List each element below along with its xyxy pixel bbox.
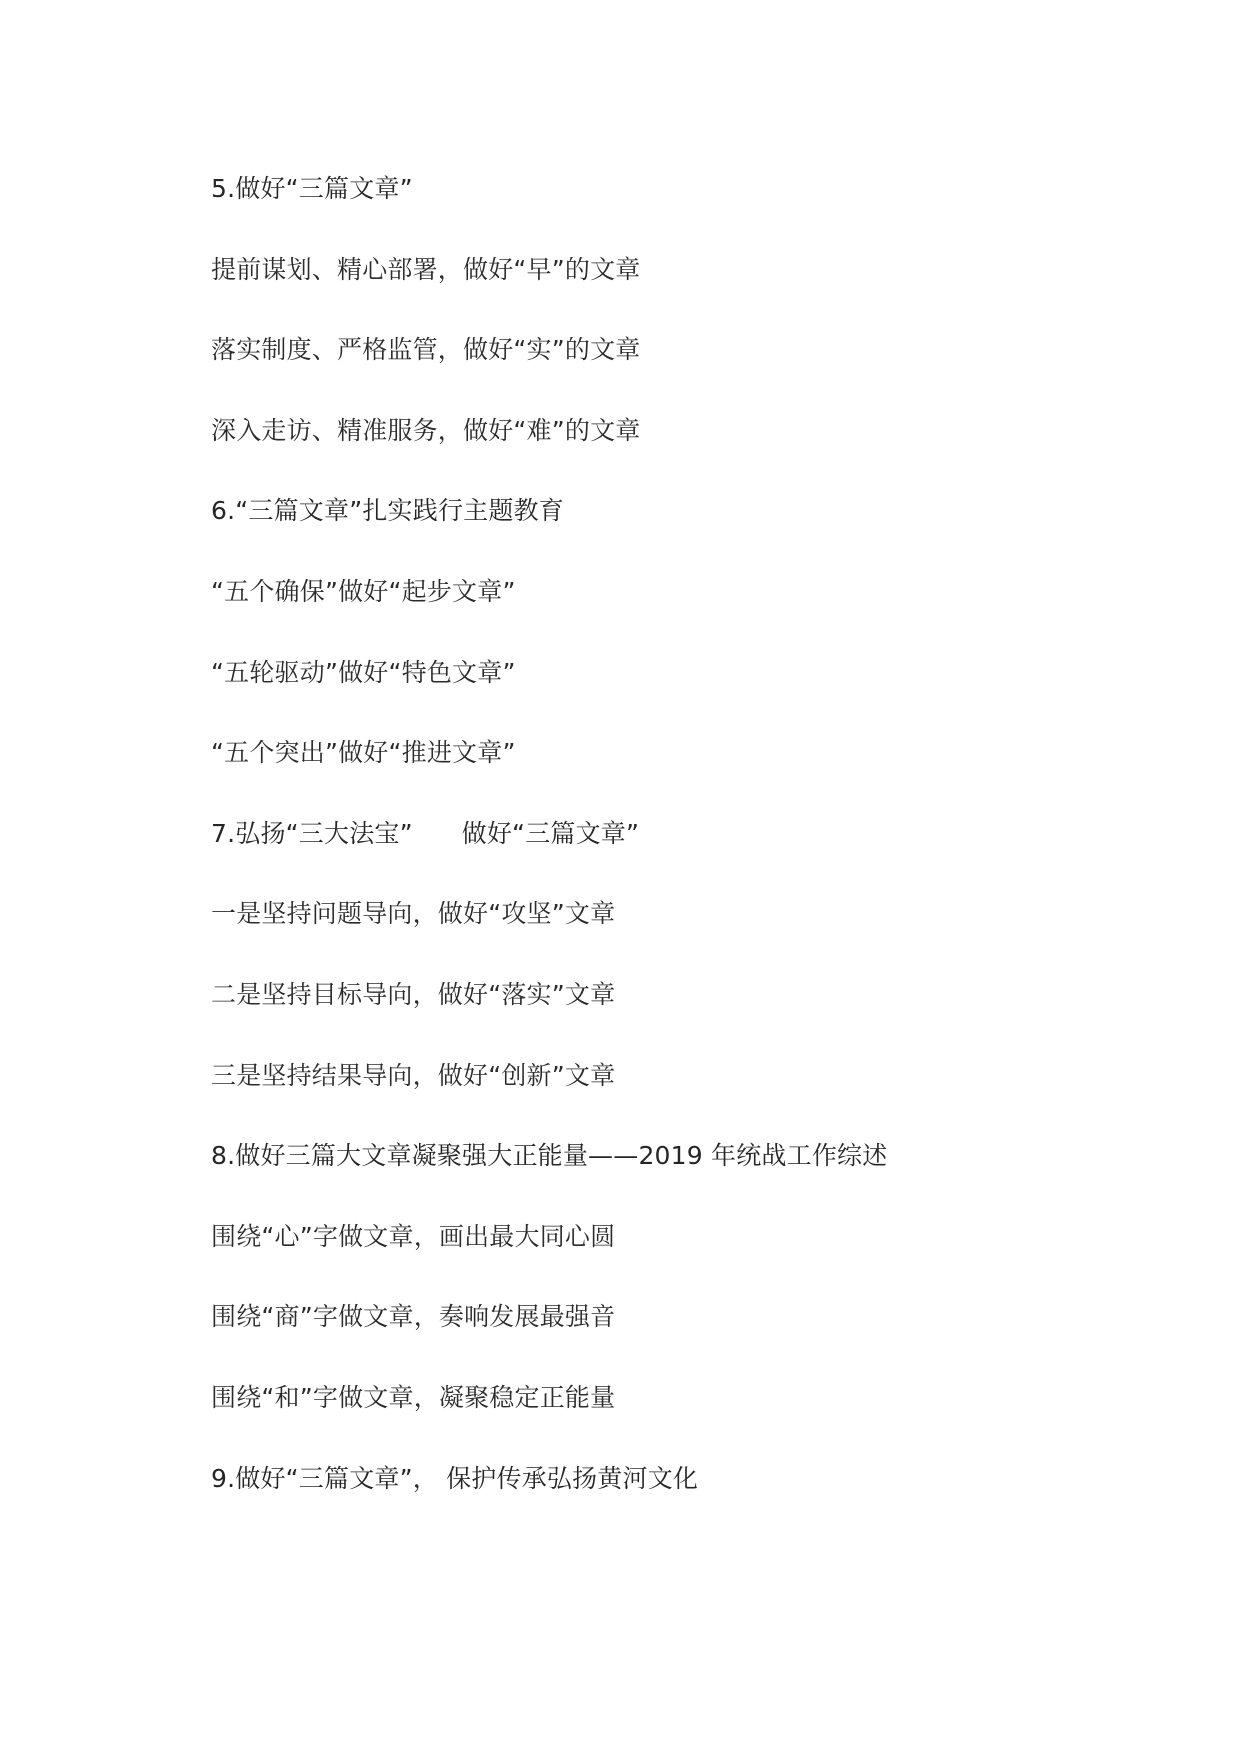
- heading-6: 6.“三篇文章”扎实践行主题教育: [211, 496, 564, 526]
- list-item: 围绕“商”字做文章，奏响发展最强音: [211, 1302, 616, 1332]
- heading-7: 7.弘扬“三大法宝” 做好“三篇文章”: [211, 818, 640, 848]
- list-item: 一是坚持问题导向，做好“攻坚”文章: [211, 899, 616, 929]
- heading-9: 9.做好“三篇文章”， 保护传承弘扬黄河文化: [211, 1463, 699, 1493]
- list-item: 提前谋划、精心部署，做好“早”的文章: [211, 254, 641, 284]
- list-item: 围绕“心”字做文章，画出最大同心圆: [211, 1221, 616, 1251]
- list-item: 三是坚持结果导向，做好“创新”文章: [211, 1060, 616, 1090]
- heading-8: 8.做好三篇大文章凝聚强大正能量——2019 年统战工作综述: [211, 1141, 888, 1171]
- list-item: “五个确保”做好“起步文章”: [211, 576, 516, 606]
- heading-5: 5.做好“三篇文章”: [211, 174, 413, 203]
- list-item: 二是坚持目标导向，做好“落实”文章: [211, 979, 616, 1009]
- list-item: “五个突出”做好“推进文章”: [211, 738, 516, 768]
- list-item: 深入走访、精准服务，做好“难”的文章: [211, 415, 641, 445]
- document-lines: [211, 174, 1111, 1544]
- list-item: 落实制度、严格监管，做好“实”的文章: [211, 335, 641, 365]
- list-item: “五轮驱动”做好“特色文章”: [211, 657, 516, 687]
- list-item: 围绕“和”字做文章，凝聚稳定正能量: [211, 1382, 616, 1412]
